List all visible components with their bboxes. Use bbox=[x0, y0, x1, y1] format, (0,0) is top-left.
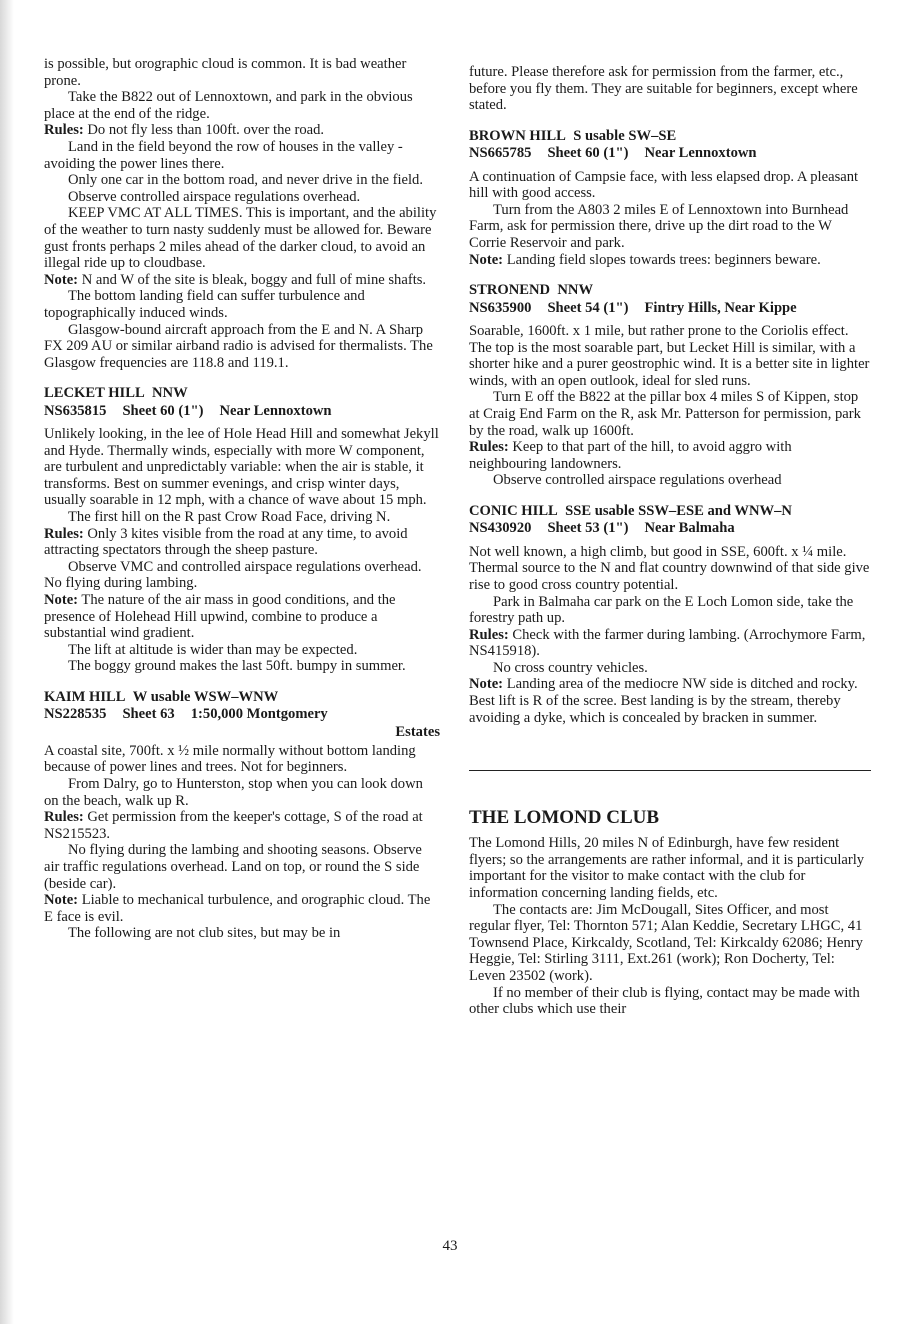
site-reference: NS228535 Sheet 63 1:50,000 Montgomery bbox=[44, 706, 328, 723]
scan-edge-shadow bbox=[0, 0, 14, 1324]
lecket-hill-heading bbox=[44, 385, 440, 420]
paragraph-text: Landing area of the mediocre NW side is ditched and rocky. Best lift is R of the scree. Best landing is by the stream, thereby avoiding a dyke, which is concealed by bracken in summer. bbox=[469, 676, 858, 726]
paragraph-label: Note: bbox=[469, 676, 504, 693]
body-paragraph bbox=[469, 676, 871, 726]
stronend-heading bbox=[469, 282, 871, 317]
body-paragraph bbox=[44, 509, 440, 526]
site-reference: NS635900 Sheet 54 (1") Fintry Hills, Near Kippe bbox=[469, 299, 797, 316]
body-paragraph bbox=[469, 252, 871, 269]
body-paragraph bbox=[469, 323, 871, 389]
paragraph-text: Observe controlled airspace regulations overhead. bbox=[68, 188, 361, 205]
paragraph-text: No cross country vehicles. bbox=[493, 659, 648, 676]
body-paragraph bbox=[44, 559, 440, 592]
paragraph-text: The Lomond Hills, 20 miles N of Edinburgh, have few resident flyers; so the arrangements are rather informal, and it is particularly important for the visitor to make contact with the club for information concerning landing fields, etc. bbox=[469, 835, 865, 902]
site-title: KAIM HILL W usable WSW–WNW bbox=[44, 689, 279, 705]
brown-hill-heading bbox=[469, 128, 871, 163]
body-paragraph bbox=[469, 835, 871, 901]
paragraph-text: Observe controlled airspace regulations overhead bbox=[493, 472, 782, 489]
body-paragraph bbox=[44, 892, 440, 925]
paragraph-text: The boggy ground makes the last 50ft. bumpy in summer. bbox=[68, 658, 406, 675]
campsie-section bbox=[44, 89, 440, 371]
site-reference: NS635815 Sheet 60 (1") Near Lennoxtown bbox=[44, 402, 332, 419]
site-title: BROWN HILL S usable SW–SE bbox=[469, 127, 677, 144]
paragraph-label: Note: bbox=[44, 592, 79, 609]
paragraph-text: The following are not club sites, but may be in bbox=[68, 925, 341, 942]
body-paragraph bbox=[44, 322, 440, 372]
body-paragraph bbox=[469, 902, 871, 985]
body-paragraph bbox=[469, 985, 871, 1018]
paragraph-text: The first hill on the R past Crow Road Face, driving N. bbox=[68, 509, 391, 526]
brown-hill-section bbox=[469, 169, 871, 269]
paragraph-text: Unlikely looking, in the lee of Hole Head Hill and somewhat Jekyll and Hyde. Thermally winds, especially with more W component, are turbulent and unpredictably variable: when the air is stable, it transforms. Best on summer evenings, and crisp winter days, usually soarable in 12 mph, with a chance of wave about 15 mph. bbox=[44, 426, 439, 509]
paragraph-text: Landing field slopes towards trees: beginners beware. bbox=[503, 251, 821, 268]
club-heading: THE LOMOND CLUB bbox=[469, 807, 660, 829]
body-paragraph bbox=[44, 189, 440, 206]
paragraph-text: No flying during the lambing and shooting seasons. Observe air traffic regulations overhead. Land on top, or round the S side (beside car). bbox=[44, 842, 422, 892]
paragraph-text: N and W of the site is bleak, boggy and full of mine shafts. bbox=[78, 271, 427, 288]
page-number: 43 bbox=[442, 1238, 458, 1254]
body-paragraph bbox=[469, 169, 871, 202]
site-title: STRONEND NNW bbox=[469, 282, 594, 299]
body-paragraph bbox=[44, 776, 440, 809]
stronend-section bbox=[469, 323, 871, 489]
paragraph-text: The lift at altitude is wider than may be expected. bbox=[68, 641, 358, 658]
body-paragraph bbox=[44, 743, 440, 776]
site-title: LECKET HILL NNW bbox=[44, 385, 188, 402]
paragraph-text: The contacts are: Jim McDougall, Sites Officer, and most regular flyer, Tel: Thornton 571; Alan Keddie, Secretary LHGC, 41 Townsend Place, Kirkcaldy, Scotland, Tel: Kirkcaldy 62086; Henry Heggie, Tel: Stirling 3111, Ext.261 (work); Ron Docherty, Tel: Leven 23502 (work). bbox=[469, 901, 863, 984]
paragraph-text: A continuation of Campsie face, with less elapsed drop. A pleasant hill with good access. bbox=[469, 168, 859, 202]
body-paragraph bbox=[44, 925, 440, 942]
paragraph-text: Land in the field beyond the row of houses in the valley - avoiding the power lines there. bbox=[44, 138, 403, 172]
right-intro-paragraph: future. Please therefore ask for permission from the farmer, etc., before you fly them. They are suitable for beginners, except where stated. bbox=[469, 64, 858, 114]
body-paragraph bbox=[44, 288, 440, 321]
body-paragraph bbox=[469, 472, 871, 489]
body-paragraph bbox=[44, 642, 440, 659]
paragraph-text: Turn from the A803 2 miles E of Lennoxtown into Burnhead Farm, ask for permission there, drive up the dirt road to the W Corrie Reservoir and park. bbox=[469, 201, 849, 251]
paragraph-text: Only 3 kites visible from the road at any time, to avoid attracting spectators through the sheep pasture. bbox=[44, 525, 408, 559]
paragraph-text: Do not fly less than 100ft. over the road. bbox=[83, 122, 325, 139]
paragraph-text: From Dalry, go to Hunterston, stop when you can look down on the beach, walk up R. bbox=[44, 776, 423, 809]
paragraph-text: Park in Balmaha car park on the E Loch Lomon side, take the forestry path up. bbox=[469, 593, 854, 627]
paragraph-text: Soarable, 1600ft. x 1 mile, but rather prone to the Coriolis effect. The top is the most soarable part, but Lecket Hill is similar, with a shorter hike and a purer geostrophic wind. It is a better site in lighter winds, with an open outlook, ideal for sled runs. bbox=[469, 322, 870, 389]
site-title: CONIC HILL SSE usable SSW–ESE and WNW–N bbox=[469, 502, 792, 519]
body-paragraph bbox=[469, 202, 871, 252]
paragraph-text: Only one car in the bottom road, and never drive in the field. bbox=[68, 172, 424, 189]
body-paragraph bbox=[44, 658, 440, 675]
paragraph-text: KEEP VMC AT ALL TIMES. This is important, and the ability of the weather to turn nasty suddenly must be allowed for. Beware gust fronts perhaps 2 miles ahead of the darker cloud, to avoid an illegal ride up to cloudbase. bbox=[44, 205, 437, 272]
site-reference: NS665785 Sheet 60 (1") Near Lennoxtown bbox=[469, 145, 757, 162]
paragraph-text: The nature of the air mass in good conditions, and the presence of Holehead Hill upwind, combine to produce a substantial wind gradient. bbox=[44, 592, 396, 642]
body-paragraph bbox=[44, 172, 440, 189]
paragraph-label: Note: bbox=[44, 892, 79, 909]
body-paragraph bbox=[44, 139, 440, 172]
left-intro-paragraph: is possible, but orographic cloud is common. It is bad weather prone. bbox=[44, 56, 407, 89]
body-paragraph bbox=[469, 389, 871, 439]
paragraph-label: Note: bbox=[469, 251, 504, 268]
kaim-hill-heading bbox=[44, 689, 440, 741]
body-paragraph bbox=[469, 627, 871, 660]
paragraph-text: Get permission from the keeper's cottage, S of the road at NS215523. bbox=[44, 809, 423, 842]
site-reference: NS430920 Sheet 53 (1") Near Balmaha bbox=[469, 520, 735, 537]
right-column bbox=[469, 56, 871, 1018]
paragraph-text: The bottom landing field can suffer turbulence and topographically induced winds. bbox=[44, 288, 365, 321]
paragraph-label: Rules: bbox=[44, 525, 84, 542]
body-paragraph bbox=[44, 809, 440, 842]
body-paragraph bbox=[44, 122, 440, 139]
paragraph-label: Rules: bbox=[44, 809, 84, 826]
paragraph-label: Note: bbox=[44, 271, 79, 288]
body-paragraph bbox=[44, 526, 440, 559]
paragraph-text: Take the B822 out of Lennoxtown, and park in the obvious place at the end of the ridge. bbox=[44, 89, 413, 122]
site-location: Estates bbox=[395, 723, 440, 740]
paragraph-text: If no member of their club is flying, contact may be made with other clubs which use their bbox=[469, 984, 860, 1018]
left-column bbox=[44, 56, 440, 942]
body-paragraph bbox=[44, 842, 440, 892]
paragraph-text: Not well known, a high climb, but good in SSE, 600ft. x ¼ mile. Thermal source to the N and flat country downwind of that side give rise to good cross country potential. bbox=[469, 543, 870, 593]
body-paragraph bbox=[44, 426, 440, 509]
body-paragraph bbox=[44, 592, 440, 642]
paragraph-text: Glasgow-bound aircraft approach from the E and N. A Sharp FX 209 AU or similar airband radio is advised for thermalists. The Glasgow frequencies are 118.8 and 119.1. bbox=[44, 321, 433, 371]
paragraph-label: Rules: bbox=[469, 626, 509, 643]
body-paragraph bbox=[469, 544, 871, 594]
conic-hill-section bbox=[469, 544, 871, 727]
body-paragraph bbox=[44, 205, 440, 271]
paragraph-text: Liable to mechanical turbulence, and orographic cloud. The E face is evil. bbox=[44, 892, 431, 925]
paragraph-text: Observe VMC and controlled airspace regulations overhead. No flying during lambing. bbox=[44, 558, 422, 592]
lomond-club-section bbox=[469, 835, 871, 1018]
paragraph-text: Check with the farmer during lambing. (Arrochymore Farm, NS415918). bbox=[469, 626, 866, 660]
kaim-hill-section bbox=[44, 743, 440, 942]
body-paragraph bbox=[469, 660, 871, 677]
body-paragraph bbox=[44, 272, 440, 289]
body-paragraph bbox=[469, 594, 871, 627]
paragraph-text: Keep to that part of the hill, to avoid aggro with neighbouring landowners. bbox=[469, 439, 792, 472]
paragraph-text: A coastal site, 700ft. x ½ mile normally without bottom landing because of power lines and trees. Not for beginners. bbox=[44, 742, 416, 776]
paragraph-label: Rules: bbox=[44, 122, 84, 139]
body-paragraph bbox=[44, 89, 440, 122]
paragraph-text: Turn E off the B822 at the pillar box 4 miles S of Kippen, stop at Craig End Farm on the R, ask Mr. Patterson for permission, park by the road, walk up 1600ft. bbox=[469, 389, 861, 439]
conic-hill-heading bbox=[469, 503, 871, 538]
body-paragraph bbox=[469, 439, 871, 472]
paragraph-label: Rules: bbox=[469, 439, 509, 456]
lecket-hill-section bbox=[44, 426, 440, 675]
